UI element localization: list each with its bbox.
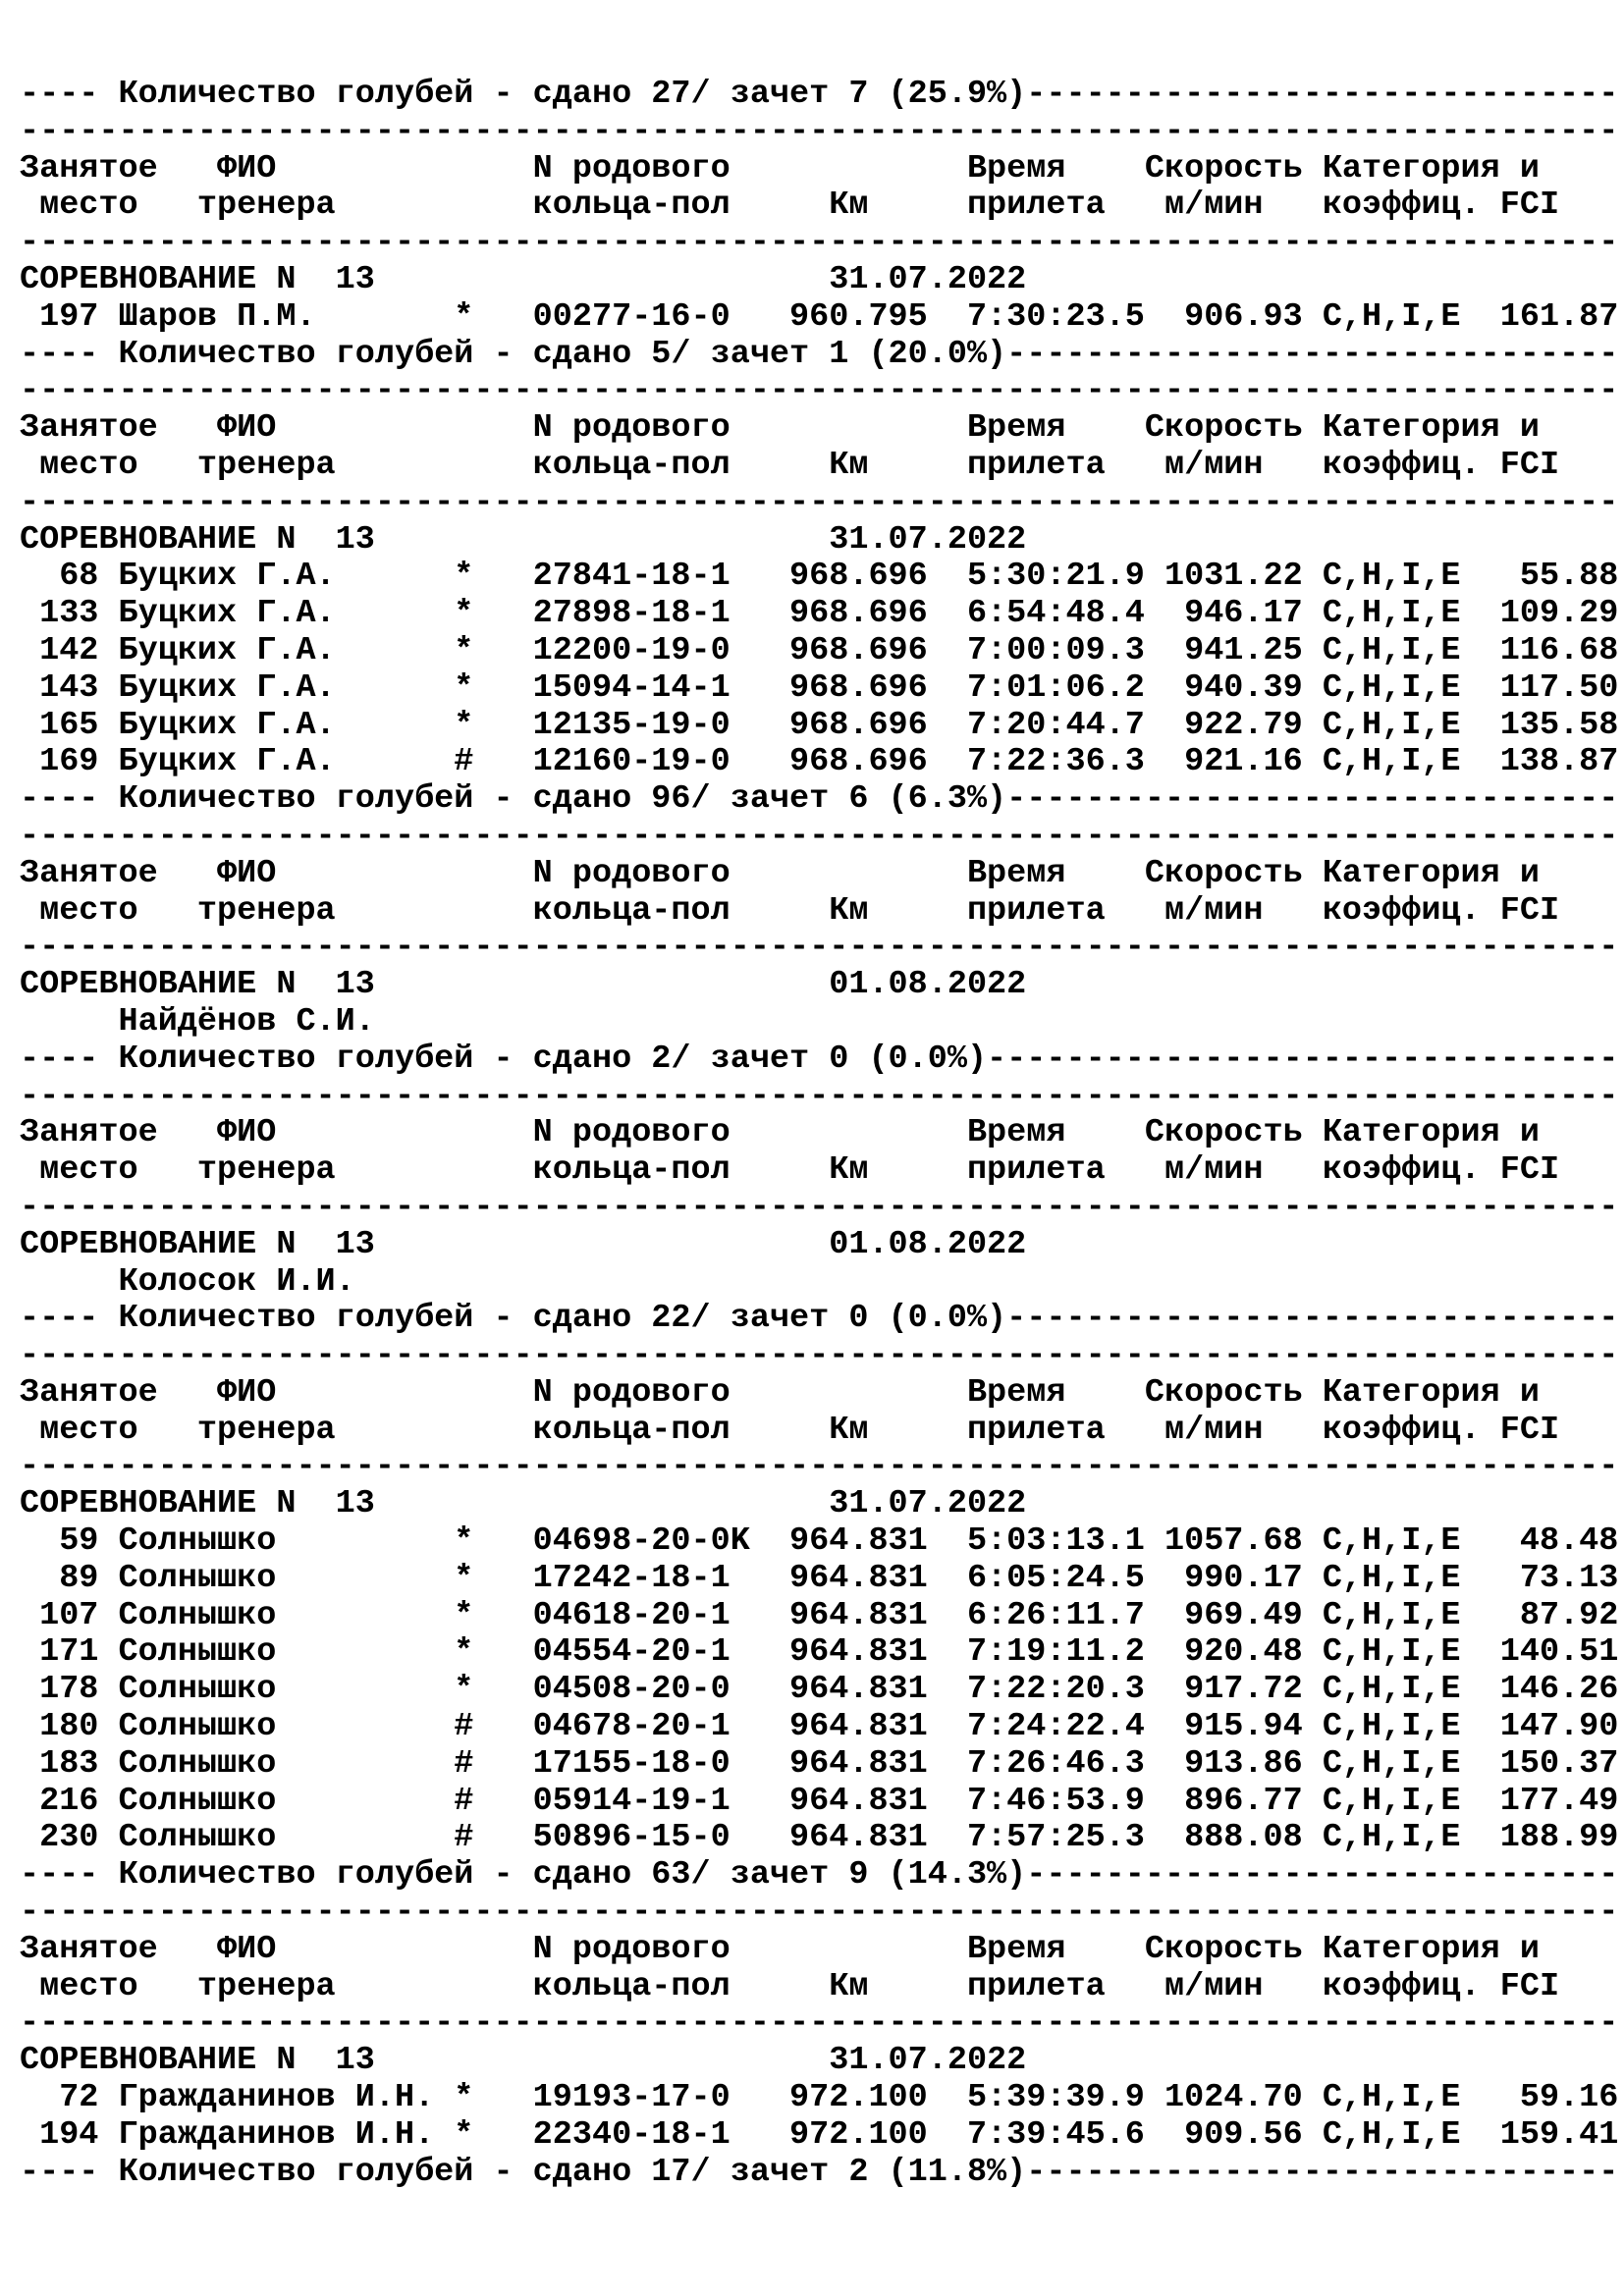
report-line: --------------------------------------------------------------------------------- xyxy=(20,1077,1619,1115)
report-line: место тренера кольца-пол Км прилета м/мин коэффиц. FCI xyxy=(20,446,1560,484)
report-line: 183 Солнышко # 17155-18-0 964.831 7:26:46.3 913.86 C,H,I,E 150.37 xyxy=(20,1744,1619,1783)
report-line: 133 Буцких Г.А. * 27898-18-1 968.696 6:54:48.4 946.17 C,H,I,E 109.29 xyxy=(20,595,1619,633)
report-line: 169 Буцких Г.А. # 12160-19-0 968.696 7:22:36.3 921.16 C,H,I,E 138.87 xyxy=(20,743,1619,781)
report-line: 72 Гражданинов И.Н. * 19193-17-0 972.100 5:39:39.9 1024.70 C,H,I,E 59.16 xyxy=(20,2079,1619,2117)
report-line: 143 Буцких Г.А. * 15094-14-1 968.696 7:01:06.2 940.39 C,H,I,E 117.50 xyxy=(20,668,1619,707)
report-line: --------------------------------------------------------------------------------- xyxy=(20,112,1619,150)
report-line: --------------------------------------------------------------------------------- xyxy=(20,1448,1619,1486)
report-line: 216 Солнышко # 05914-19-1 964.831 7:46:53.9 896.77 C,H,I,E 177.49 xyxy=(20,1782,1619,1820)
report-line: --------------------------------------------------------------------------------- xyxy=(20,929,1619,967)
report-line: СОРЕВНОВАНИЕ N 13 01.08.2022 xyxy=(20,1225,1027,1263)
report-line: 165 Буцких Г.А. * 12135-19-0 968.696 7:20:44.7 922.79 C,H,I,E 135.58 xyxy=(20,706,1619,744)
report-line: --------------------------------------------------------------------------------- xyxy=(20,2004,1619,2043)
report-line: СОРЕВНОВАНИЕ N 13 31.07.2022 xyxy=(20,2042,1027,2080)
report-line: --------------------------------------------------------------------------------- xyxy=(20,372,1619,410)
report-line: 171 Солнышко * 04554-20-1 964.831 7:19:11.2 920.48 C,H,I,E 140.51 xyxy=(20,1633,1619,1672)
report-line: ---- Количество голубей - сдано 27/ зачет 7 (25.9%)------------------------------ xyxy=(20,76,1619,113)
report-line: Занятое ФИО N родового Время Скорость Категория и xyxy=(20,854,1540,892)
report-line: ---- Количество голубей - сдано 22/ зачет 0 (0.0%)------------------------------- xyxy=(20,1300,1619,1338)
report-line: Занятое ФИО N родового Время Скорость Категория и xyxy=(20,409,1540,448)
report-line: ---- Количество голубей - сдано 5/ зачет 1 (20.0%)------------------------------- xyxy=(20,335,1619,373)
report-line: 68 Буцких Г.А. * 27841-18-1 968.696 5:30:21.9 1031.22 C,H,I,E 55.88 xyxy=(20,558,1619,596)
report-line: место тренера кольца-пол Км прилета м/мин коэффиц. FCI xyxy=(20,187,1560,225)
report-line: --------------------------------------------------------------------------------- xyxy=(20,1894,1619,1932)
report-line: Занятое ФИО N родового Время Скорость Категория и xyxy=(20,149,1540,187)
report-line: 107 Солнышко * 04618-20-1 964.831 6:26:11.7 969.49 C,H,I,E 87.92 xyxy=(20,1596,1619,1634)
report-line: ---- Количество голубей - сдано 96/ зачет 6 (6.3%)------------------------------- xyxy=(20,780,1619,819)
report-line: ---- Количество голубей - сдано 2/ зачет 0 (0.0%)-------------------------------- xyxy=(20,1040,1619,1078)
report-line: 142 Буцких Г.А. * 12200-19-0 968.696 7:00:09.3 941.25 C,H,I,E 116.68 xyxy=(20,631,1619,669)
report-line: Занятое ФИО N родового Время Скорость Категория и xyxy=(20,1930,1540,1968)
report-line: 180 Солнышко # 04678-20-1 964.831 7:24:22.4 915.94 C,H,I,E 147.90 xyxy=(20,1708,1619,1746)
report-line: 178 Солнышко * 04508-20-0 964.831 7:22:20.3 917.72 C,H,I,E 146.26 xyxy=(20,1671,1619,1709)
report-line: 194 Гражданинов И.Н. * 22340-18-1 972.100 7:39:45.6 909.56 C,H,I,E 159.41 xyxy=(20,2115,1619,2154)
report-line: Найдёнов С.И. xyxy=(20,1002,375,1041)
report-line: место тренера кольца-пол Км прилета м/мин коэффиц. FCI xyxy=(20,1151,1560,1190)
report-line: СОРЕВНОВАНИЕ N 13 31.07.2022 xyxy=(20,260,1027,298)
report-line: 89 Солнышко * 17242-18-1 964.831 6:05:24.5 990.17 C,H,I,E 73.13 xyxy=(20,1559,1619,1597)
report-line: Занятое ФИО N родового Время Скорость Категория и xyxy=(20,1114,1540,1152)
results-report xyxy=(20,77,1618,2191)
report-line: место тренера кольца-пол Км прилета м/мин коэффиц. FCI xyxy=(20,1967,1560,2005)
report-line: Занятое ФИО N родового Время Скорость Категория и xyxy=(20,1373,1540,1412)
report-line: место тренера кольца-пол Км прилета м/мин коэффиц. FCI xyxy=(20,1411,1560,1449)
report-line: --------------------------------------------------------------------------------- xyxy=(20,1337,1619,1375)
report-line: --------------------------------------------------------------------------------- xyxy=(20,817,1619,855)
report-line: Колосок И.И. xyxy=(20,1262,355,1301)
report-line: ---- Количество голубей - сдано 17/ зачет 2 (11.8%)------------------------------ xyxy=(20,2153,1619,2191)
report-line: СОРЕВНОВАНИЕ N 13 31.07.2022 xyxy=(20,520,1027,559)
report-line: --------------------------------------------------------------------------------- xyxy=(20,483,1619,521)
report-line: 230 Солнышко # 50896-15-0 964.831 7:57:25.3 888.08 C,H,I,E 188.99 xyxy=(20,1819,1619,1857)
report-line: ---- Количество голубей - сдано 63/ зачет 9 (14.3%)------------------------------ xyxy=(20,1856,1619,1895)
report-line: СОРЕВНОВАНИЕ N 13 01.08.2022 xyxy=(20,966,1027,1004)
report-line: место тренера кольца-пол Км прилета м/мин коэффиц. FCI xyxy=(20,891,1560,930)
report-line: 197 Шаров П.М. * 00277-16-0 960.795 7:30:23.5 906.93 C,H,I,E 161.87 xyxy=(20,297,1619,336)
report-line: --------------------------------------------------------------------------------- xyxy=(20,1188,1619,1226)
report-line: --------------------------------------------------------------------------------- xyxy=(20,224,1619,262)
report-line: 59 Солнышко * 04698-20-0K 964.831 5:03:13.1 1057.68 C,H,I,E 48.48 xyxy=(20,1522,1619,1561)
report-line: СОРЕВНОВАНИЕ N 13 31.07.2022 xyxy=(20,1485,1027,1523)
